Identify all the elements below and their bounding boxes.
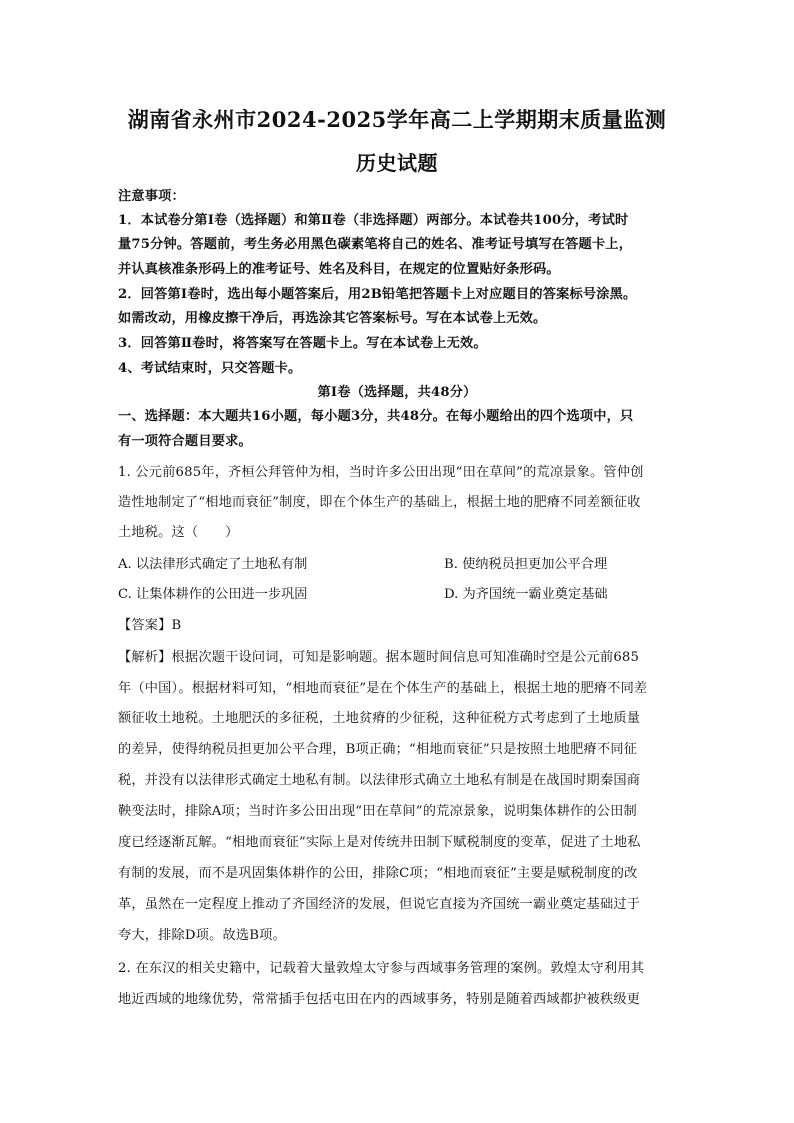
question-stem: 1. 公元前685年，齐桓公拜管仲为相，当时许多公田出现“田在草间”的荒凉景象。管仲创 [118, 465, 644, 480]
analysis-line: 税，并没有以法律形式确定土地私有制。以法律形式确立土地私有制是在战国时期秦国商 [118, 773, 641, 788]
section-instruction: 有一项符合题目要求。 [118, 434, 252, 449]
question-stem: 地近西域的地缘优势，常常插手包括屯田在内的西域事务，特别是随着西域都护被秩级更 [118, 992, 641, 1007]
section-title: 第Ⅰ卷（选择题，共48分） [317, 385, 477, 400]
analysis-line: 夸大，排除D项。故选B项。 [118, 928, 286, 943]
notice-line: 1．本试卷分第Ⅰ卷（选择题）和第Ⅱ卷（非选择题）两部分。本试卷共100分，考试时 [118, 213, 629, 228]
analysis-line: 的差异，使得纳税员担更加公平合理，B项正确；“相地而衰征”只是按照土地肥瘠不同征 [118, 742, 638, 757]
notice-line: 2．回答第Ⅰ卷时，选出每小题答案后，用2B铅笔把答题卡上对应题目的答案标号涂黑。 [118, 287, 637, 302]
notice-line: 4、考试结束时，只交答题卡。 [118, 361, 302, 376]
question-stem: 2. 在东汉的相关史籍中，记载着大量敦煌太守参与西域事务管理的案例。敦煌太守利用其 [118, 961, 645, 976]
question-stem: 土地税。这（ ） [118, 525, 239, 540]
option-a: A. 以法律形式确定了土地私有制 [118, 557, 308, 572]
analysis-line: 年（中国）。根据材料可知，“相地而衰征”是在个体生产的基础上，根据土地的肥瘠不同差 [118, 681, 648, 696]
analysis-line: 鞅变法时，排除A项；当时许多公田出现“田在草间”的荒凉景象，说明集体耕作的公田制 [118, 804, 637, 819]
notice-line: 3．回答第Ⅱ卷时，将答案写在答题卡上。写在本试卷上无效。 [118, 336, 487, 351]
analysis-line: 度已经逐渐瓦解。“相地而衰征”实际上是对传统井田制下赋税制度的变革，促进了土地私 [118, 835, 641, 850]
analysis-line: 【解析】根据次题干设问词，可知是影响题。据本题时间信息可知准确时空是公元前685 [118, 650, 640, 665]
question-stem: 造性地制定了“相地而衰征”制度，即在个体生产的基础上，根据土地的肥瘠不同差额征收 [118, 495, 641, 510]
notice-heading: 注意事项： [118, 189, 185, 204]
notice-line: 并认真核准条形码上的准考证号、姓名及科目，在规定的位置贴好条形码。 [118, 262, 560, 277]
notice-line: 如需改动，用橡皮擦干净后，再选涂其它答案标号。写在本试卷上无效。 [118, 311, 547, 326]
page-title: 湖南省永州市2024-2025学年高二上学期期末质量监测 [127, 107, 667, 132]
answer-line: 【答案】B [118, 618, 182, 633]
option-c: C. 让集体耕作的公田进一步巩固 [118, 587, 308, 602]
analysis-line: 革，虽然在一定程度上推动了齐国经济的发展，但说它直接为齐国统一霸业奠定基础过于 [118, 897, 641, 912]
section-instruction: 一、选择题：本大题共16小题，每小题3分，共48分。在每小题给出的四个选项中，只 [118, 409, 634, 424]
page-subtitle: 历史试题 [356, 151, 438, 175]
option-d: D. 为齐国统一霸业奠定基础 [444, 587, 608, 602]
notice-line: 量75分钟。答题前，考生务必用黑色碳素笔将自己的姓名、准考证号填写在答题卡上， [118, 237, 633, 252]
analysis-line: 有制的发展，而不是巩固集体耕作的公田，排除C项；“相地而衰征”主要是赋税制度的改 [118, 866, 638, 881]
analysis-line: 额征收土地税。土地肥沃的多征税，土地贫瘠的少征税，这种征税方式考虑到了土地质量 [118, 711, 641, 726]
option-b: B. 使纳税员担更加公平合理 [444, 557, 608, 572]
